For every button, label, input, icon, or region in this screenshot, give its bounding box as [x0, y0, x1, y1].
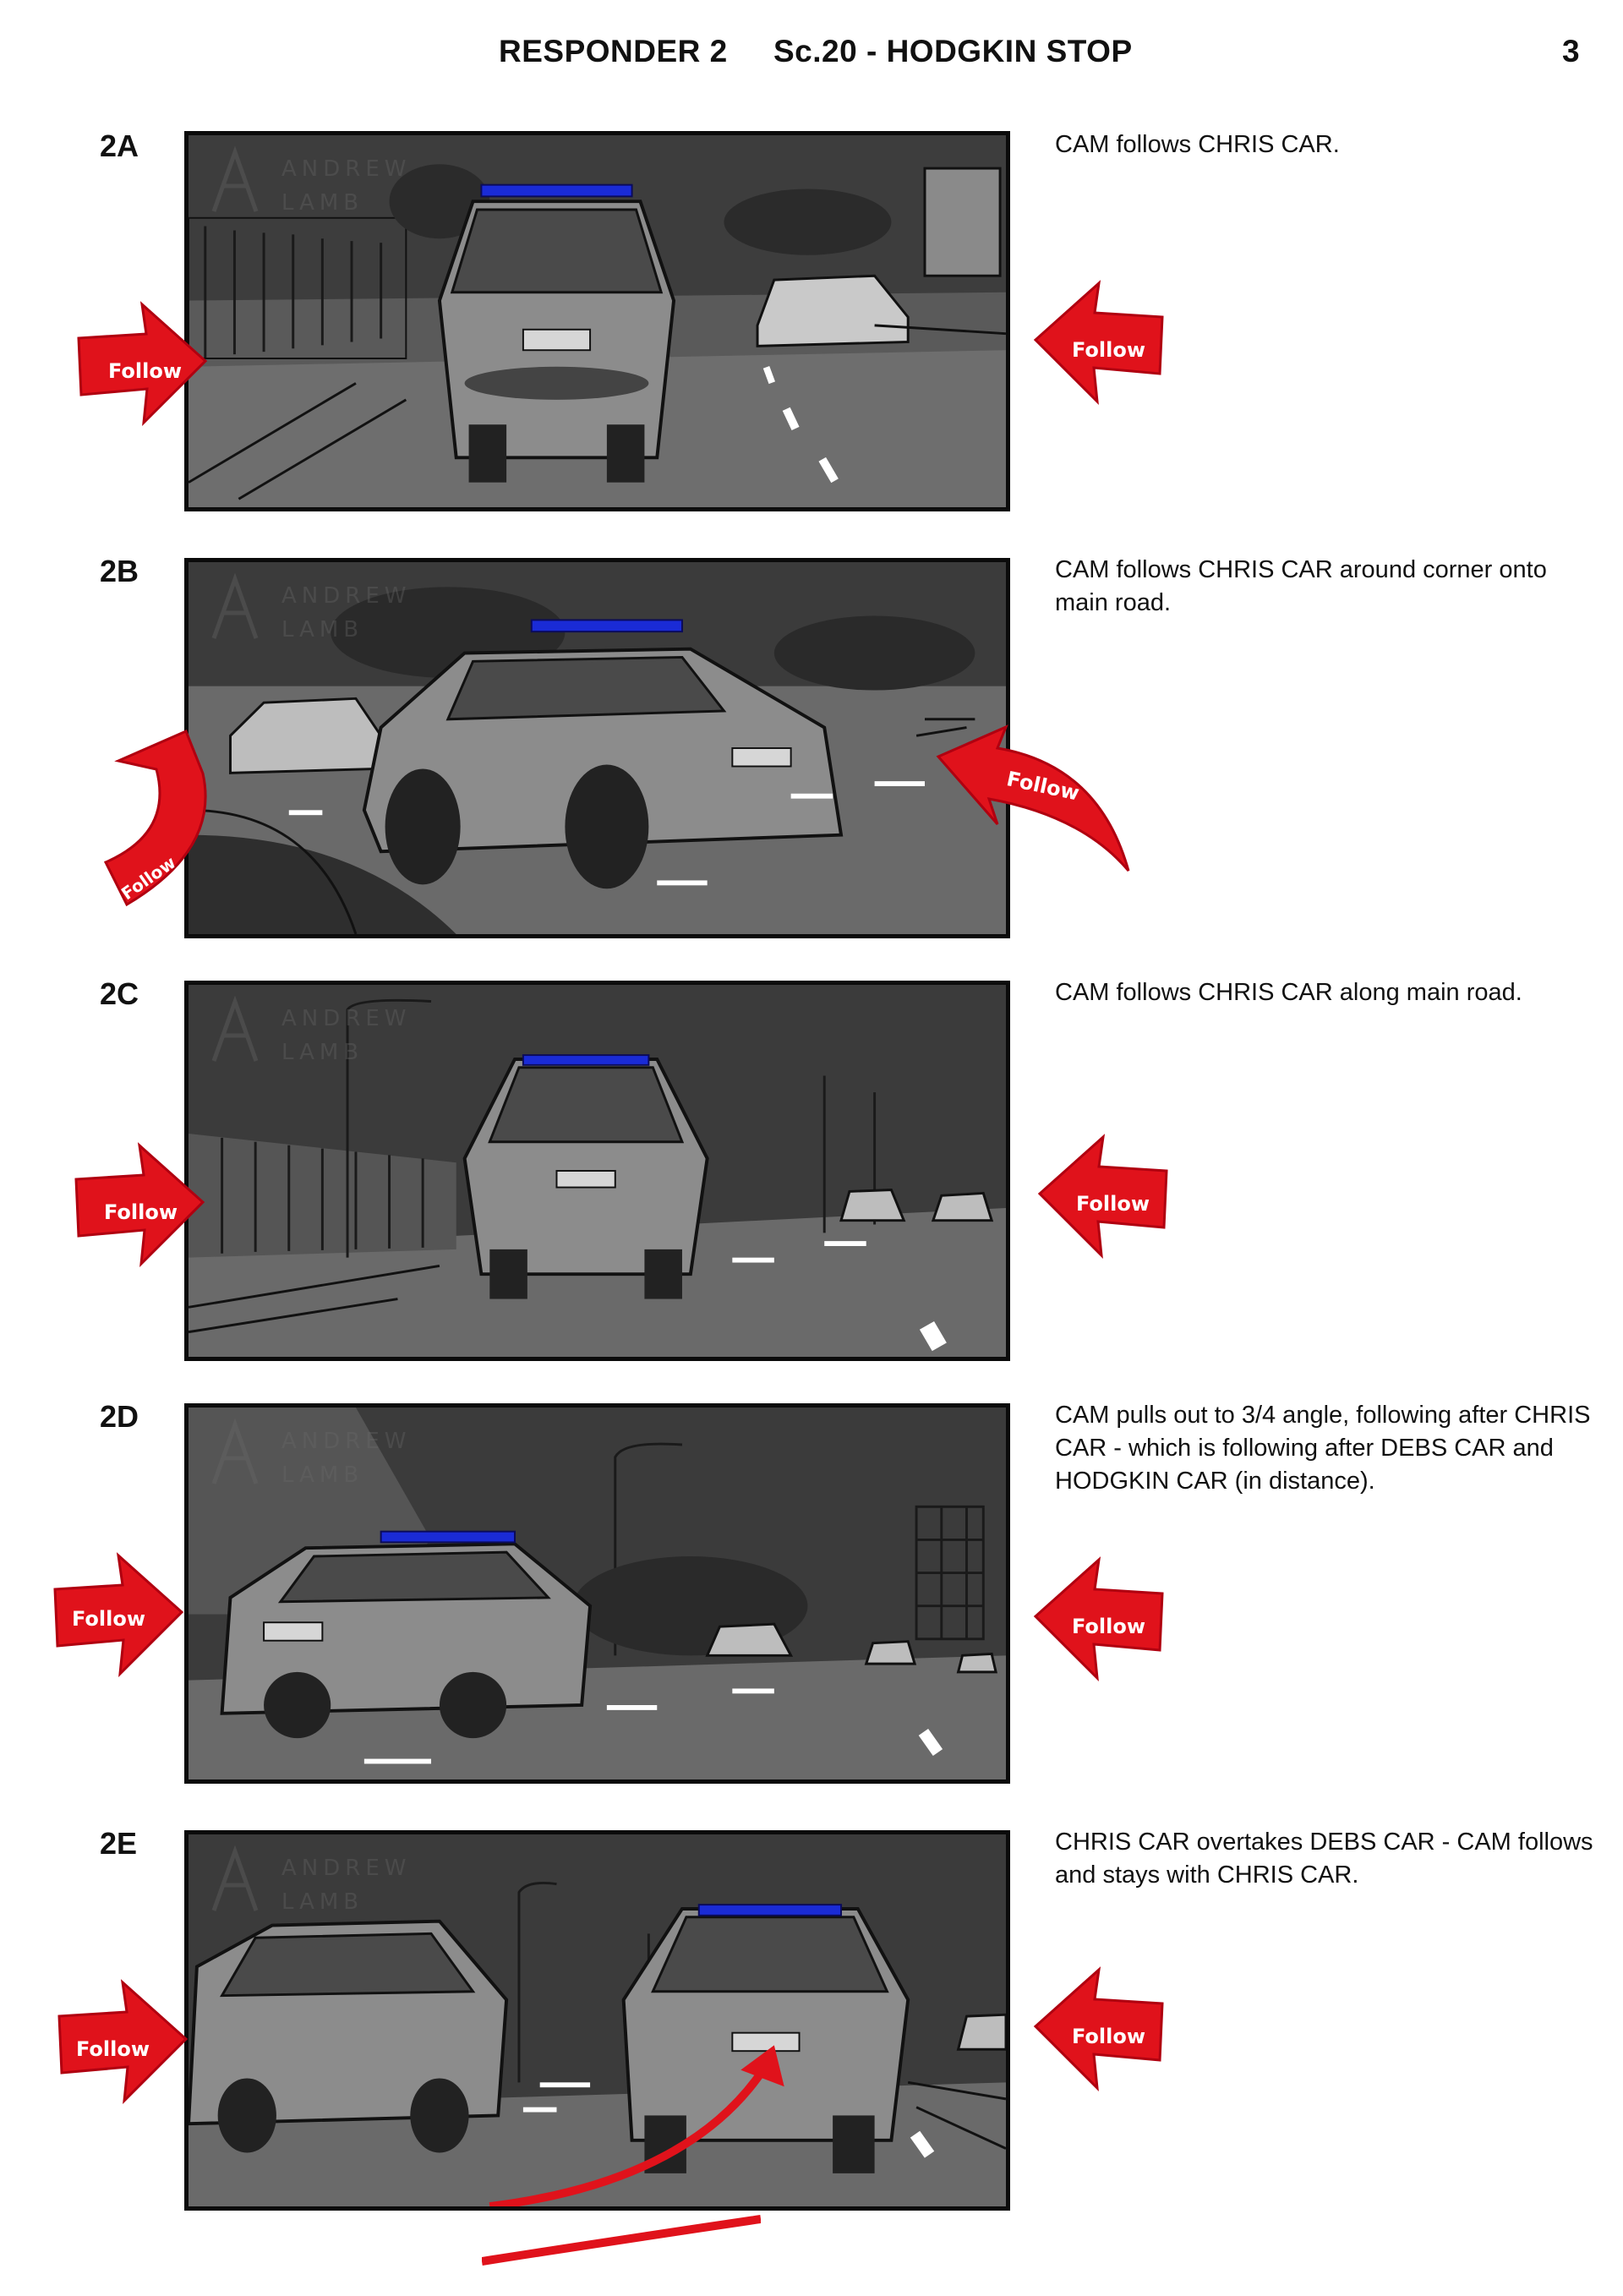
- watermark-a-icon: [214, 152, 256, 211]
- follow-arrow-icon: [1031, 279, 1167, 406]
- storyboard-panel-2e: [184, 1830, 1010, 2211]
- follow-arrow-icon: [74, 300, 210, 427]
- page-number: 3: [1562, 34, 1580, 68]
- watermark-line1: ANDREW: [281, 1429, 412, 1454]
- watermark-logo: [205, 1843, 425, 1919]
- shot-label-2e: 2E: [100, 1826, 138, 1861]
- watermark-line1: ANDREW: [281, 1006, 412, 1031]
- page-header: [0, 34, 1623, 76]
- watermark-line2: LAMB: [281, 1462, 364, 1488]
- follow-curved-arrow-icon: [93, 723, 237, 917]
- watermark-line1: ANDREW: [281, 156, 412, 182]
- watermark-line1: ANDREW: [281, 583, 412, 609]
- watermark-logo: [205, 144, 425, 220]
- watermark-line2: LAMB: [281, 617, 364, 642]
- watermark-logo: [205, 1416, 425, 1492]
- svg-text:Follow: Follow: [1072, 2025, 1146, 2048]
- shot-caption-2d: CAM pulls out to 3/4 angle, following after CHRIS CAR - which is following after DEBS CAR and HODGKIN CAR (in distance).: [1055, 1402, 1591, 1495]
- follow-arrow-icon: [51, 1551, 186, 1678]
- watermark-a-icon: [214, 1851, 256, 1911]
- shot-label-2c: 2C: [100, 976, 139, 1011]
- follow-arrow-icon: [1031, 1965, 1167, 2092]
- shot-caption-2c: CAM follows CHRIS CAR along main road.: [1055, 979, 1522, 1006]
- watermark-line1: ANDREW: [281, 1856, 412, 1881]
- svg-text:Follow: Follow: [104, 1200, 178, 1224]
- watermark-logo: [205, 993, 425, 1069]
- svg-text:Follow: Follow: [1004, 767, 1082, 806]
- watermark-a-icon: [214, 1424, 256, 1484]
- watermark-logo: [205, 571, 425, 647]
- shot-label-2b: 2B: [100, 554, 139, 588]
- shot-label-2a: 2A: [100, 128, 139, 163]
- svg-text:Follow: Follow: [76, 2037, 150, 2061]
- shot-label-2d: 2D: [100, 1399, 139, 1434]
- svg-text:Follow: Follow: [1072, 1615, 1146, 1638]
- storyboard-panel-2b: [184, 558, 1010, 938]
- follow-arrow-icon: [1031, 1555, 1167, 1682]
- follow-arrow-icon: [1036, 1133, 1171, 1260]
- svg-text:Follow: Follow: [1072, 338, 1146, 362]
- watermark-line2: LAMB: [281, 1889, 364, 1915]
- svg-text:Follow: Follow: [72, 1607, 146, 1631]
- overtake-arrow-tail: [482, 2215, 761, 2266]
- storyboard-panel-2d: [184, 1403, 1010, 1784]
- shot-caption-2a: CAM follows CHRIS CAR.: [1055, 131, 1340, 158]
- watermark-line2: LAMB: [281, 1040, 364, 1065]
- watermark-line2: LAMB: [281, 190, 364, 216]
- shot-caption-2e: CHRIS CAR overtakes DEBS CAR - CAM follows and stays with CHRIS CAR.: [1055, 1829, 1593, 1889]
- follow-arrow-icon: [55, 1978, 190, 2105]
- watermark-a-icon: [214, 579, 256, 638]
- storyboard-panel-2a: [184, 131, 1010, 511]
- storyboard-panel-2c: [184, 981, 1010, 1361]
- follow-curved-arrow-icon: [930, 723, 1141, 892]
- svg-text:Follow: Follow: [117, 851, 180, 905]
- production-title: RESPONDER 2: [499, 34, 728, 68]
- shot-caption-2b: CAM follows CHRIS CAR around corner onto main road.: [1055, 556, 1547, 616]
- follow-arrow-icon: [72, 1141, 207, 1268]
- svg-text:Follow: Follow: [1076, 1192, 1150, 1216]
- scene-title: Sc.20 - HODGKIN STOP: [773, 34, 1133, 68]
- watermark-a-icon: [214, 1002, 256, 1061]
- svg-text:Follow: Follow: [108, 359, 183, 383]
